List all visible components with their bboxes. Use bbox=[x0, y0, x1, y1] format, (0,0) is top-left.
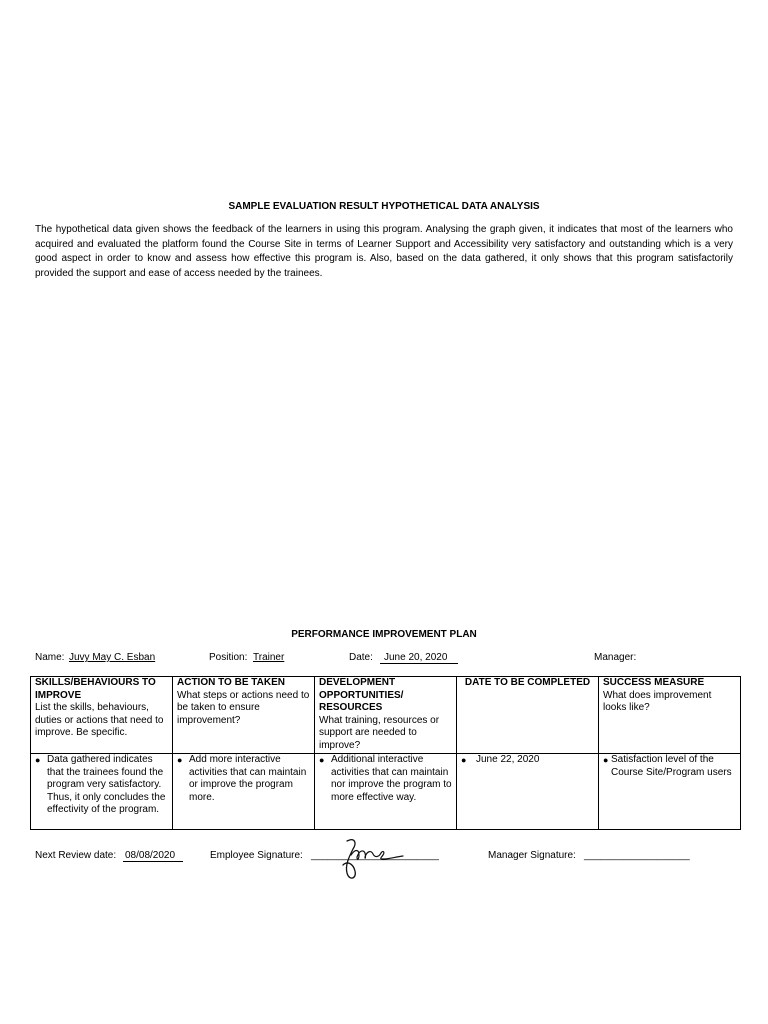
review-date-label: Next Review date: bbox=[35, 850, 117, 861]
list-item bbox=[35, 754, 168, 817]
position-label: Position: bbox=[209, 652, 248, 663]
review-date-value: 08/08/2020 bbox=[123, 850, 183, 862]
header-success-desc: What does improvement looks like? bbox=[603, 689, 712, 713]
handwritten-signature bbox=[335, 835, 405, 883]
cell-success-text: Satisfaction level of the Course Site/Program users bbox=[611, 754, 732, 778]
cell-development bbox=[315, 754, 457, 830]
list-item bbox=[319, 754, 452, 804]
manager-signature-label: Manager Signature: bbox=[488, 850, 576, 861]
date-label: Date: bbox=[349, 652, 373, 663]
header-date-title: DATE TO BE COMPLETED bbox=[464, 677, 591, 688]
cell-date-text: June 22, 2020 bbox=[476, 754, 540, 765]
table-row bbox=[31, 754, 741, 830]
bullet-icon: ● bbox=[603, 755, 609, 765]
cell-action-text: Add more interactive activities that can maintain or improve the program more. bbox=[189, 754, 307, 803]
header-development-desc: What training, resources or support are needed to improve? bbox=[319, 714, 440, 751]
plan-title: PERFORMANCE IMPROVEMENT PLAN bbox=[291, 629, 477, 640]
header-skills-title: SKILLS/BEHAVIOURS TO IMPROVE bbox=[35, 677, 156, 701]
cell-development-text: Additional interactive activities that can maintain nor improve the program to more effective way. bbox=[331, 754, 452, 803]
bullet-icon: ● bbox=[461, 755, 467, 765]
list-item bbox=[177, 754, 310, 804]
table-header-row bbox=[31, 677, 741, 754]
bullet-icon: ● bbox=[319, 755, 325, 765]
bullet-icon: ● bbox=[177, 755, 183, 765]
analysis-paragraph: The hypothetical data given shows the feedback of the learners in using this program. Analysing the graph given, it indicates that most of the learners who acquired and evaluated the platform found the Course Site in terms of Learner Support and Accessibility very satisfactory and outstanding which is a very good aspect in order to know and assess how effective this program is. Also, based on the data gathered, it only shows that this program satisfactorily provided the support and ease of access needed by the trainees. bbox=[35, 224, 733, 279]
manager-signature-line: ___________________ bbox=[584, 850, 690, 861]
name-label: Name: bbox=[35, 652, 65, 663]
header-success bbox=[599, 677, 741, 754]
header-action bbox=[173, 677, 315, 754]
header-development-title: DEVELOPMENT OPPORTUNITIES/ RESOURCES bbox=[319, 677, 404, 713]
header-action-desc: What steps or actions need to be taken to ensure improvement? bbox=[177, 689, 310, 726]
bullet-icon: ● bbox=[35, 755, 41, 765]
header-success-title: SUCCESS MEASURE bbox=[603, 677, 705, 688]
cell-action bbox=[173, 754, 315, 830]
date-value: June 20, 2020 bbox=[380, 652, 458, 664]
header-development bbox=[315, 677, 457, 754]
improvement-plan-table bbox=[30, 676, 741, 830]
manager-label: Manager: bbox=[594, 652, 637, 663]
header-skills bbox=[31, 677, 173, 754]
analysis-title: SAMPLE EVALUATION RESULT HYPOTHETICAL DATA ANALYSIS bbox=[228, 201, 540, 212]
cell-skills-text: Data gathered indicates that the trainees found the program very satisfactory. Thus, it only concludes the effectivity of the program. bbox=[47, 754, 166, 815]
list-item bbox=[603, 754, 736, 779]
employee-signature-line: _______________________ bbox=[311, 850, 439, 861]
list-item bbox=[461, 754, 594, 767]
header-skills-desc: List the skills, behaviours, duties or actions that need to improve. Be specific. bbox=[35, 702, 164, 738]
header-date bbox=[457, 677, 599, 754]
cell-date bbox=[457, 754, 599, 830]
header-action-title: ACTION TO BE TAKEN bbox=[177, 677, 285, 688]
cell-success bbox=[599, 754, 741, 830]
cell-skills bbox=[31, 754, 173, 830]
name-value: Juvy May C. Esban bbox=[69, 652, 156, 663]
employee-signature-label: Employee Signature: bbox=[210, 850, 303, 861]
position-value: Trainer bbox=[253, 652, 285, 663]
